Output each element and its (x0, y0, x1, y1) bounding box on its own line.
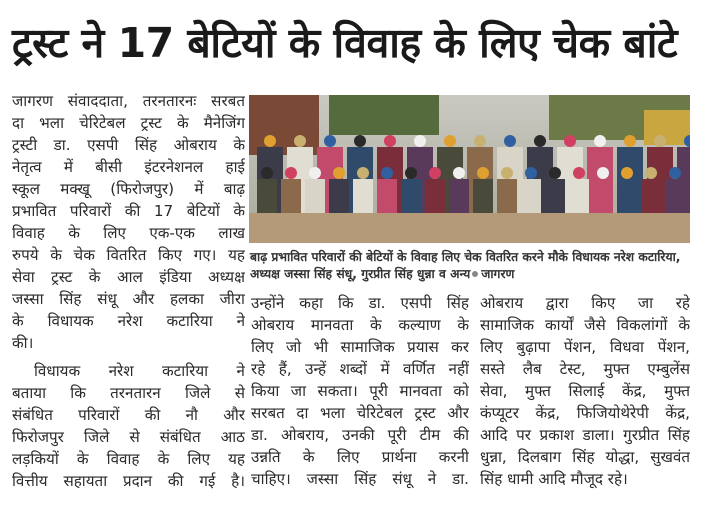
text-line: दा भला चेरिटेबल ट्रस्ट के मैनेजिंग (12, 114, 245, 132)
text-line: विधायक नरेश कटारिया ने (34, 362, 245, 380)
person-head (414, 135, 426, 147)
person-figure (425, 179, 445, 213)
text-line: उन्नति के लिए प्रार्थना करनी (251, 448, 469, 466)
photo-caption (250, 249, 690, 283)
text-line: प्रभावित परिवारों की 17 बेटियों के (12, 202, 245, 220)
photo-credit: जागरण (481, 267, 515, 281)
text-line: विवाह के लिए एक-एक लाख (12, 224, 245, 242)
person-figure (377, 179, 397, 213)
person-head (294, 135, 306, 147)
person-head (594, 135, 606, 147)
text-line: नेतृत्व में बीसी इंटरनेशनल हाई (12, 158, 245, 176)
person-head (654, 135, 666, 147)
person-head (381, 167, 393, 179)
person-figure (449, 179, 469, 213)
text-line: संबंधित परिवारों की नौ और (12, 406, 245, 424)
text-line: सेवा, मुफ्त सिलाई केंद्र, मुफ्त (480, 382, 690, 400)
person-head (333, 167, 345, 179)
person-head (669, 167, 681, 179)
person-head (429, 167, 441, 179)
text-line: चाहिए। जस्सा सिंह संधू ने डा. (251, 470, 469, 488)
person-head (384, 135, 396, 147)
text-line: किया जा सकता। पूरी मानवता को (251, 382, 469, 400)
person-figure (353, 179, 373, 213)
person-figure (665, 179, 685, 213)
text-line: रहे हैं, उन्हें शब्दों में वर्णित नहीं (251, 360, 469, 378)
person-head (564, 135, 576, 147)
person-figure (401, 179, 421, 213)
person-head (525, 167, 537, 179)
group-photo (249, 95, 690, 243)
text-line: जस्सा सिंह संधू और हलका जीरा (12, 290, 245, 308)
text-line: सस्ते लैब टेस्ट, मुफ्त एम्बुलेंस (480, 360, 690, 378)
headline: ट्रस्ट ने 17 बेटियों के विवाह के लिए चेक बांटे (12, 19, 678, 67)
article-column-1 (12, 90, 245, 492)
paragraph-1 (12, 90, 245, 354)
person-head (624, 135, 636, 147)
group-photo-image (249, 95, 690, 243)
person-head (453, 167, 465, 179)
text-line: स्कूल मक्खू (फिरोजपुर) में बाढ़ (12, 180, 245, 198)
text-line: सामाजिक कार्यों जैसे विकलांगों के (480, 316, 690, 334)
person-head (573, 167, 585, 179)
text-line: कंप्यूटर केंद्र, फिजियोथेरेपी केंद्र, (480, 404, 690, 422)
text-line: सेवा ट्रस्ट के आल इंडिया अध्यक्ष (12, 268, 245, 286)
person-head (285, 167, 297, 179)
person-figure (473, 179, 493, 213)
person-figure (641, 179, 661, 213)
text-line: सरबत दा भला चेरिटेबल ट्रस्ट और (251, 404, 469, 422)
person-figure (521, 179, 541, 213)
person-figure (257, 179, 277, 213)
text-line: ओबराय मानवता के कल्याण के (251, 316, 469, 334)
text-line: लिए जो भी सामाजिक प्रयास कर (251, 338, 469, 356)
person-figure (593, 179, 613, 213)
text-line: उन्होंने कहा कि डा. एसपी सिंह (251, 294, 469, 312)
text-line: लिए बुढ़ापा पेंशन, विधवा पेंशन, (480, 338, 690, 356)
person-head (309, 167, 321, 179)
text-line: ओबराय द्वारा किए जा रहे (480, 294, 690, 312)
text-line: वित्तीय सहायता प्रदान की गई है। (12, 472, 245, 490)
person-head (324, 135, 336, 147)
person-head (354, 135, 366, 147)
person-figure (497, 179, 517, 213)
text-line: फिरोजपुर जिले से संबंधित आठ (12, 428, 245, 446)
text-line: बताया कि तरनतारन जिले से (12, 384, 245, 402)
person-head (504, 135, 516, 147)
person-head (549, 167, 561, 179)
paragraph-2 (12, 360, 245, 492)
text-line: की। (12, 334, 34, 352)
person-head (357, 167, 369, 179)
person-head (477, 167, 489, 179)
person-head (474, 135, 486, 147)
person-head (621, 167, 633, 179)
person-head (261, 167, 273, 179)
caption-line: अध्यक्ष जस्सा सिंह संधू, गुरप्रीत सिंह धुन्ना व अन्य (250, 267, 471, 281)
article-column-2 (251, 292, 469, 490)
person-head (444, 135, 456, 147)
person-figure (617, 179, 637, 213)
person-head (645, 167, 657, 179)
person-head (597, 167, 609, 179)
text-line: धुन्ना, दिलबाग सिंह योद्धा, सुखवंत (480, 448, 690, 466)
text-line: डा. ओबराय, उनकी पूरी टीम की (251, 426, 469, 444)
person-figure (329, 179, 349, 213)
caption-line: बाढ़ प्रभावित परिवारों की बेटियों के विवाह लिए चेक वितरित करने मौके विधायक नरेश कटारिया, (250, 250, 681, 264)
person-head (264, 135, 276, 147)
person-head (405, 167, 417, 179)
person-figure (545, 179, 565, 213)
person-figure (281, 179, 301, 213)
text-line: ट्रस्टी डा. एसपी सिंह ओबराय के (12, 136, 245, 154)
person-head (501, 167, 513, 179)
text-line: आदि पर प्रकाश डाला। गुरप्रीत सिंह (480, 426, 690, 444)
person-figure (305, 179, 325, 213)
article-column-3 (480, 292, 690, 490)
text-line: लड़कियों के विवाह के लिए यह (12, 450, 245, 468)
person-figure (569, 179, 589, 213)
person-head (534, 135, 546, 147)
text-line: सिंह धामी आदि मौजूद रहे। (480, 470, 628, 488)
text-line: जागरण संवाददाता, तरनतारनः सरबत (12, 92, 245, 110)
text-line: रुपये के चेक वितरित किए गए। यह (12, 246, 245, 264)
text-line: के विधायक नरेश कटारिया ने (12, 312, 245, 330)
bullet-icon (472, 271, 478, 277)
